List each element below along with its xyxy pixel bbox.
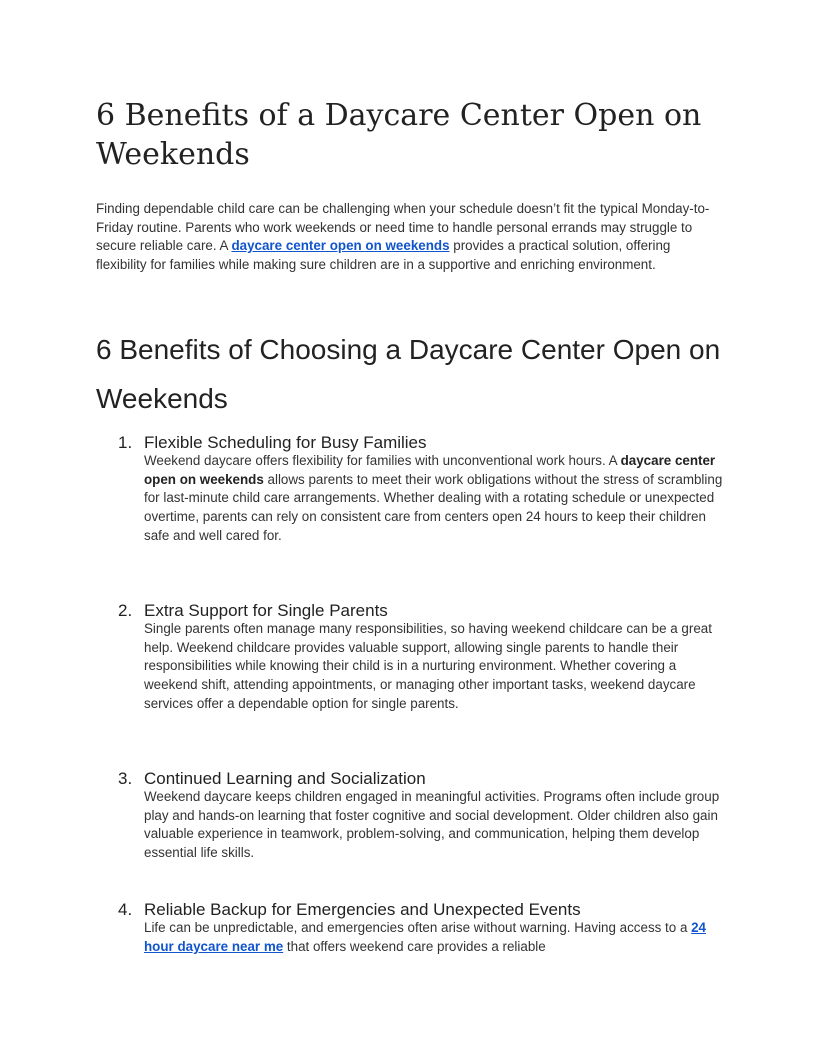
list-number: 3.	[118, 769, 133, 788]
list-item	[118, 768, 724, 863]
list-number: 4.	[118, 900, 133, 919]
list-item	[118, 600, 724, 714]
list-item-body	[144, 919, 724, 956]
list-number: 2.	[118, 601, 133, 620]
list-item-body: Single parents often manage many responsibilities, so having weekend childcare can be a great help. Weekend childcare provides valuable support, allowing single parents to handle their responsibilities while knowing their child is in a nurturing environment. Whether covering a weekend shift, attending appointments, or managing other important tasks, weekend daycare services offer a dependable option for single parents.	[144, 621, 712, 711]
24-hour-daycare-link[interactable]: 24 hour daycare near me	[144, 920, 707, 954]
intro-paragraph	[96, 200, 724, 274]
body-text-start: Weekend daycare offers flexibility for families with unconventional work hours. A	[144, 453, 621, 468]
list-item-heading: Continued Learning and Socialization	[144, 769, 426, 788]
list-item-heading: Extra Support for Single Parents	[144, 601, 388, 620]
intro-text-start: Finding dependable child care can be challenging when your schedule doesn’t fit the typical Monday-to-Friday routine. Parents who work weekends or need time to handle personal errands may struggle to secure reliable care. A	[96, 201, 710, 254]
list-item	[118, 899, 724, 956]
body-text-end: allows parents to meet their work obligations without the stress of scrambling for last-minute child care arrangements. Whether dealing with a rotating schedule or unexpected overtime, parents can rely on consistent care from centers open 24 hours to keep their children safe and well cared for.	[144, 471, 723, 543]
list-item-heading: Reliable Backup for Emergencies and Unexpected Events	[144, 900, 581, 919]
section-heading: 6 Benefits of Choosing a Daycare Center Open on Weekends	[96, 334, 721, 414]
bold-keyword: daycare center open on weekends	[144, 453, 716, 487]
page-title: 6 Benefits of a Daycare Center Open on Weekends	[96, 98, 702, 172]
list-item-body	[144, 452, 724, 546]
list-item-body: Weekend daycare keeps children engaged in meaningful activities. Programs often include group play and hands-on learning that foster cognitive and social development. Older children also gain valuable experience in teamwork, problem-solving, and communication, helping them develop essential life skills.	[144, 789, 720, 861]
list-item	[118, 432, 724, 546]
body-text-end: that offers weekend care provides a reliable	[283, 938, 546, 954]
daycare-weekend-link[interactable]: daycare center open on weekends	[231, 238, 450, 254]
list-item-heading: Flexible Scheduling for Busy Families	[144, 433, 427, 452]
intro-text-end: provides a practical solution, offering flexibility for families while making sure children are in a supportive and enriching environment.	[96, 238, 671, 272]
list-number: 1.	[118, 433, 133, 452]
body-text-start: Life can be unpredictable, and emergencies often arise without warning. Having access to a	[144, 920, 692, 935]
